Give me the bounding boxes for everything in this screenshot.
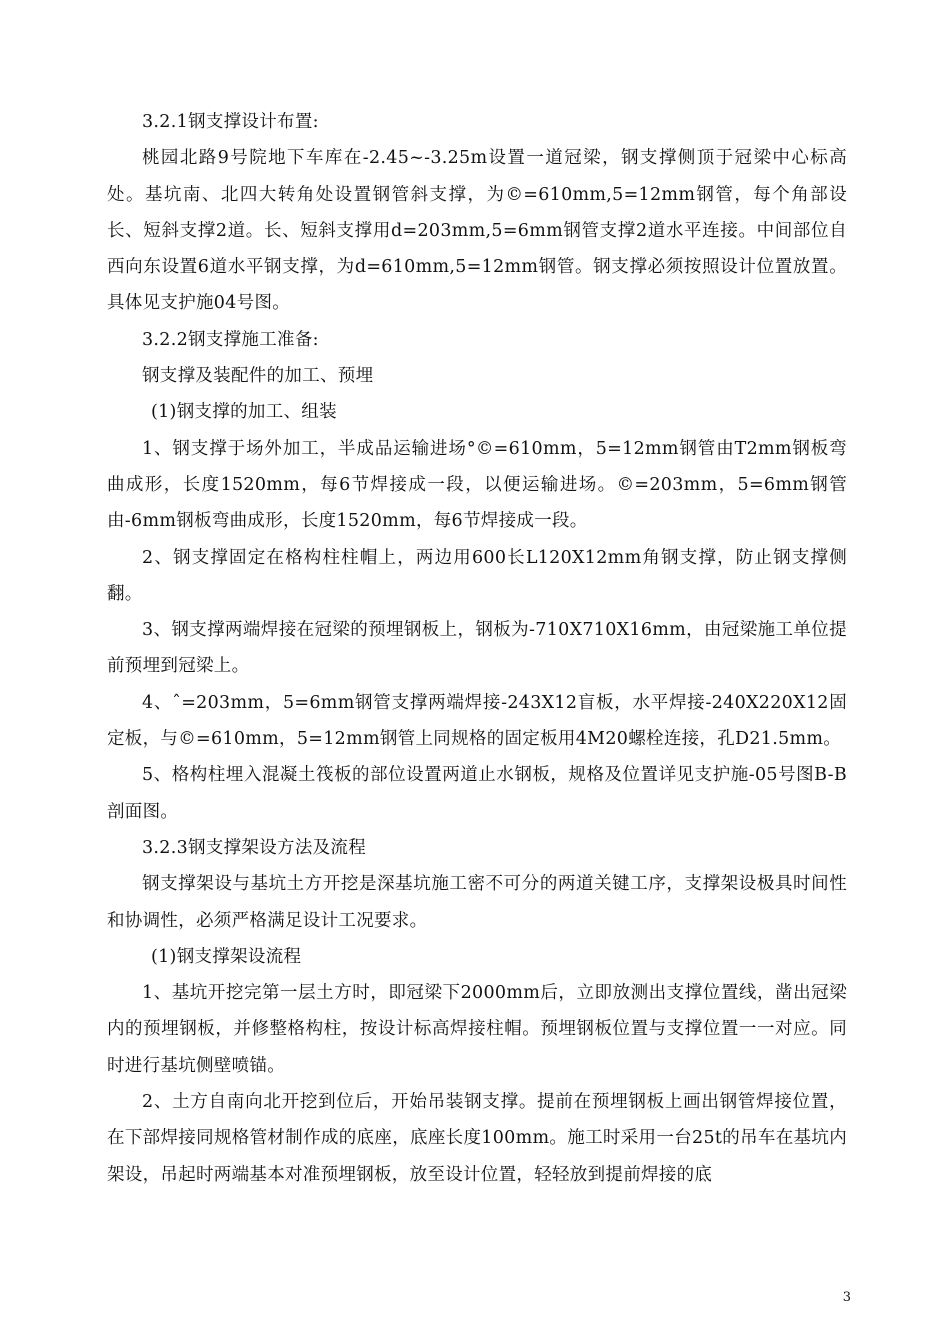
list-item-3-welding: 3、钢支撑两端焊接在冠梁的预埋钢板上，钢板为-710X710X16mm，由冠梁施工单位提前预埋到冠梁上。	[107, 620, 847, 677]
subheading-erection-process: (1)钢支撑架设流程	[151, 946, 302, 967]
paragraph-processing-heading: 钢支撑及装配件的加工、预埋	[142, 366, 374, 387]
paragraph-design-layout: 桃园北路9号院地下车库在-2.45~-3.25m设置一道冠梁，钢支撑侧顶于冠梁中心标高处。基坑南、北四大转角处设置钢管斜支撑，为©=610mm,5=12mm钢管，每个角部设长、短斜支撑2道。长、短斜支撑用d=203mm,5=6mm钢管支撑2道水平连接。中间部位自西向东设置6道水平钢支撑，为d=610mm,5=12mm钢管。钢支撑必须按照设计位置放置。具体见支护施04号图。	[107, 148, 847, 314]
list-item-1-excavation: 1、基坑开挖完第一层土方时，即冠梁下2000mm后，立即放测出支撑位置线，凿出冠梁内的预埋钢板，并修整格构柱，按设计标高焊接柱帽。预埋钢板位置与支撑位置一一对应。同时进行基坑侧壁喷锚。	[107, 983, 847, 1076]
list-item-4-connection: 4、ˆ=203mm，5=6mm钢管支撑两端焊接-243X12盲板，水平焊接-240X220X12固定板，与©=610mm，5=12mm钢管上同规格的固定板用4M20螺栓连接，孔D21.5mm。	[107, 692, 847, 750]
section-heading-3-2-2: 3.2.2钢支撑施工准备:	[142, 329, 319, 350]
paragraph-erection-intro: 钢支撑架设与基坑土方开挖是深基坑施工密不可分的两道关键工序，支撑架设极具时间性和协调性，必须严格满足设计工况要求。	[107, 874, 847, 931]
section-heading-3-2-1: 3.2.1钢支撑设计布置:	[142, 112, 319, 132]
page-number: 3	[842, 1290, 851, 1305]
document-body	[107, 104, 847, 1193]
list-item-1-processing: 1、钢支撑于场外加工，半成品运输进场°©=610mm，5=12mm钢管由T2mm钢板弯曲成形，长度1520mm，每6节焊接成一段，以便运输进场。©=203mm，5=6mm钢管由-6mm钢板弯曲成形，长度1520mm，每6节焊接成一段。	[107, 438, 847, 532]
list-item-2-hoisting: 2、土方自南向北开挖到位后，开始吊装钢支撑。提前在预埋钢板上画出钢管焊接位置，在下部焊接同规格管材制作成的底座，底座长度100mm。施工时采用一台25t的吊车在基坑内架设，吊起时两端基本对准预埋钢板，放至设计位置，轻轻放到提前焊接的底	[107, 1092, 847, 1185]
list-item-2-fixing: 2、钢支撑固定在格构柱柱帽上，两边用600长L120X12mm角钢支撑，防止钢支撑侧翻。	[107, 547, 847, 604]
subheading-processing-assembly: (1)钢支撑的加工、组装	[151, 402, 337, 423]
list-item-5-waterstop: 5、格构柱埋入混凝土筏板的部位设置两道止水钢板，规格及位置详见支护施-05号图B-B剖面图。	[107, 765, 847, 822]
section-heading-3-2-3: 3.2.3钢支撑架设方法及流程	[142, 837, 367, 858]
